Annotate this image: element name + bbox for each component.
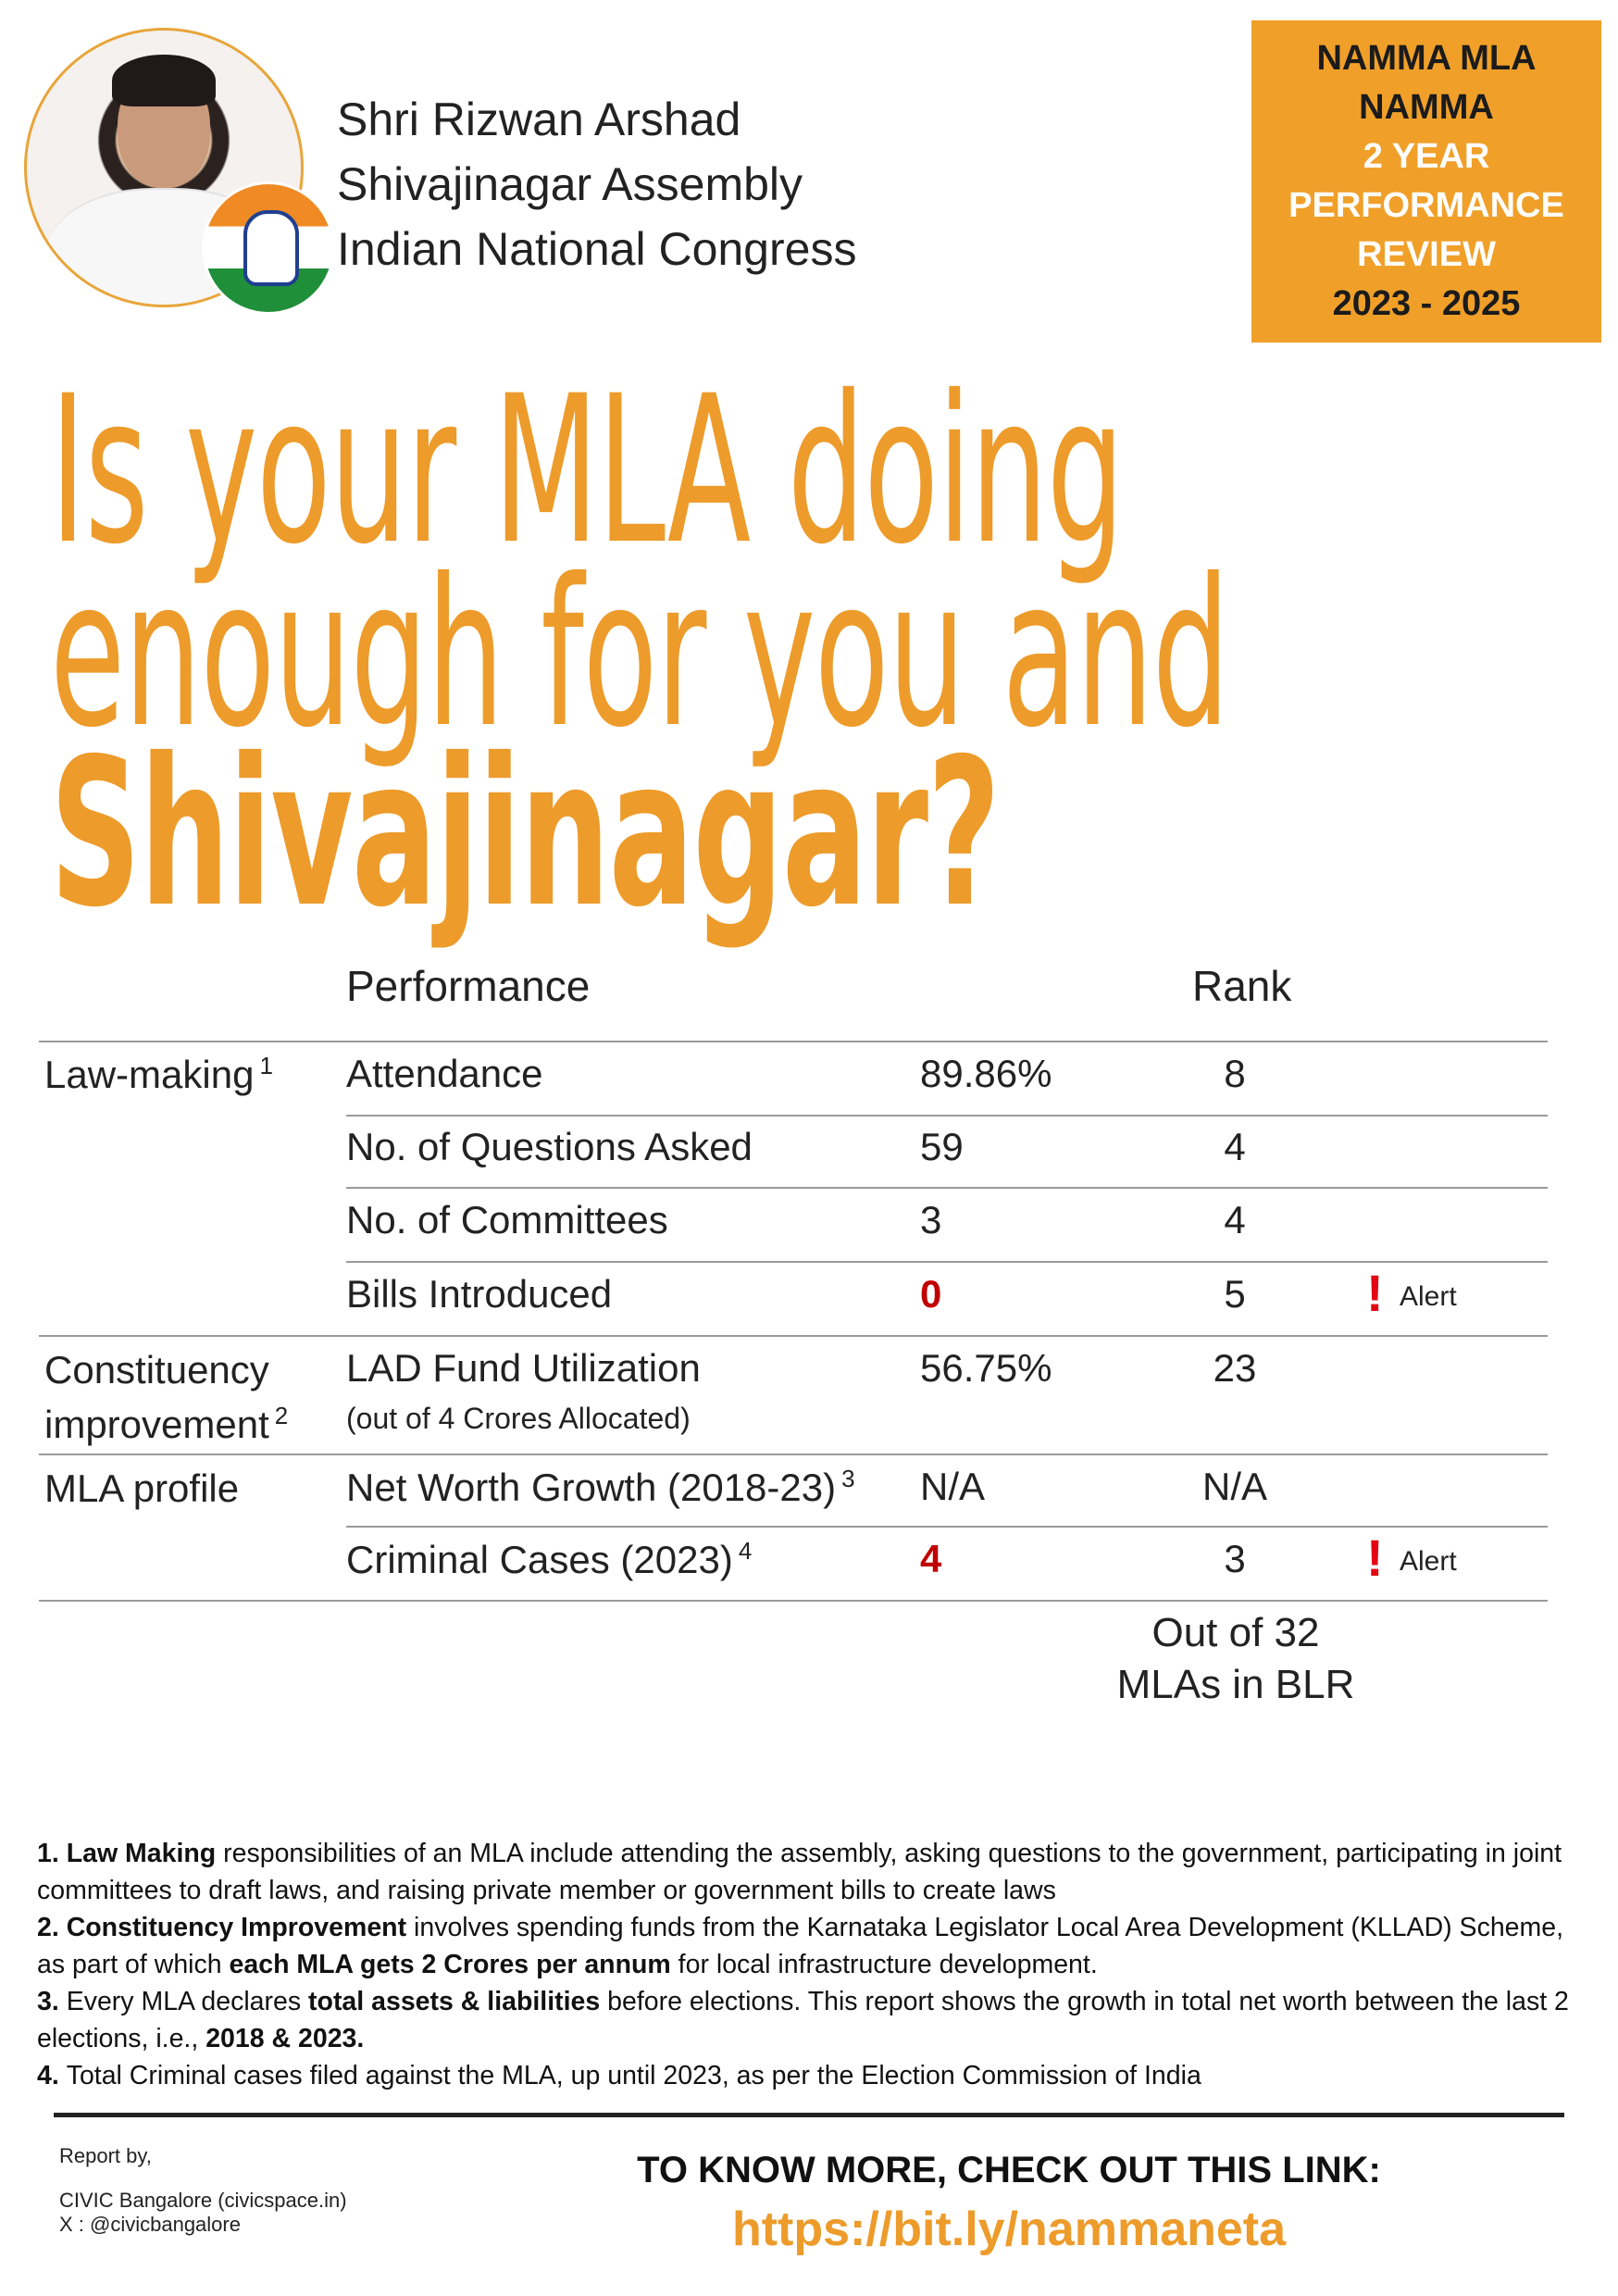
badge-line-5: REVIEW	[1357, 235, 1496, 274]
mla-constituency: Shivajinagar Assembly	[337, 158, 803, 210]
group-constituency-line-2: improvement $^2$	[44, 1402, 289, 1446]
value-questions: 59	[920, 1125, 964, 1168]
rank-attendance: 8	[1224, 1052, 1246, 1095]
rank-net-worth: N/A	[1201, 1465, 1267, 1508]
report-by: Report by,	[59, 2144, 152, 2167]
photo-hair	[112, 55, 216, 106]
badge-line-3: 2 YEAR	[1363, 137, 1490, 176]
footnotes	[37, 1835, 1592, 2094]
metric-criminal-cases: Criminal Cases (2023) $^4$	[346, 1537, 753, 1581]
divider	[39, 1600, 1548, 1602]
metric-lad-fund: LAD Fund Utilization	[346, 1346, 701, 1390]
footnote-3: 3. Every MLA declares total assets & liabilities before elections. This report shows the growth in total net worth between the last 2 elections, i.e., 2018 & 2023.	[37, 1987, 1569, 2053]
metric-net-worth: Net Worth Growth (2018-23) $^3$	[346, 1465, 855, 1509]
alert-icon: !	[1366, 1264, 1384, 1322]
headline-line-3: Shivajinagar?	[50, 715, 1000, 952]
party-logo-icon	[202, 181, 335, 315]
header-rank: Rank	[1192, 962, 1292, 1010]
alert-label: Alert	[1400, 1546, 1457, 1577]
metric-questions: No. of Questions Asked	[346, 1125, 753, 1168]
group-constituency-line-1: Constituency	[44, 1348, 269, 1391]
value-committees: 3	[920, 1198, 942, 1242]
divider	[39, 1335, 1548, 1337]
metric-committees: No. of Committees	[346, 1198, 668, 1242]
metric-lad-fund-sub: (out of 4 Crores Allocated)	[346, 1402, 691, 1435]
cta-text: TO KNOW MORE, CHECK OUT THIS LINK:	[637, 2150, 1381, 2190]
value-attendance: 89.86%	[920, 1052, 1052, 1095]
alert-icon: !	[1366, 1529, 1384, 1587]
mla-party: Indian National Congress	[337, 223, 857, 275]
mla-name: Shri Rizwan Arshad	[337, 94, 741, 145]
value-net-worth: N/A	[920, 1465, 986, 1508]
rank-bills: 5	[1224, 1272, 1246, 1316]
metric-attendance: Attendance	[346, 1052, 543, 1095]
rank-committees: 4	[1224, 1198, 1246, 1242]
rank-criminal-cases: 3	[1224, 1537, 1246, 1580]
header-performance: Performance	[346, 962, 591, 1010]
footnote-ref-3: 3	[841, 1465, 855, 1492]
metric-bills: Bills Introduced	[346, 1272, 613, 1316]
report-org: CIVIC Bangalore (civicspace.in)	[59, 2189, 347, 2212]
group-law-making: Law-making $^1$	[44, 1052, 273, 1096]
value-bills: 0	[920, 1272, 942, 1316]
footer-divider	[54, 2113, 1564, 2117]
value-lad-fund: 56.75%	[920, 1346, 1052, 1390]
rank-questions: 4	[1224, 1125, 1246, 1168]
rank-basis: Out of 32 MLAs in BLR	[1116, 1610, 1355, 1707]
hand-symbol-icon	[243, 210, 299, 286]
footnote-ref-4: 4	[738, 1537, 753, 1565]
headline-line-2: enough for you and	[50, 535, 1229, 772]
alert-label: Alert	[1400, 1281, 1457, 1312]
footnote-ref-1: 1	[259, 1052, 273, 1079]
rank-lad-fund: 23	[1213, 1346, 1257, 1390]
badge-line-4: PERFORMANCE	[1288, 186, 1564, 225]
footnote-1: 1. Law Making responsibilities of an MLA include attending the assembly, asking questions to the government, participating in joint committees to draft laws, and raising private member or government bills to create laws	[37, 1839, 1562, 1905]
cta-link[interactable]: https://bit.ly/nammaneta	[731, 2202, 1287, 2256]
divider	[39, 1454, 1548, 1455]
badge-line-6: 2023 - 2025	[1332, 284, 1521, 323]
group-mla-profile: MLA profile	[44, 1466, 240, 1510]
value-criminal-cases: 4	[920, 1537, 942, 1580]
footnote-2: 2. Constituency Improvement involves spending funds from the Karnataka Legislator Local Area Development (KLLAD) Scheme, as part of which each MLA gets 2 Crores per annum for local infrastructure development.	[37, 1913, 1564, 1979]
footnote-4: 4. Total Criminal cases filed against the MLA, up until 2023, as per the Election Commission of India	[37, 2061, 1201, 2090]
footnote-ref-2: 2	[274, 1402, 289, 1429]
review-badge	[1251, 20, 1601, 343]
report-twitter: X : @civicbangalore	[59, 2213, 241, 2236]
divider	[346, 1187, 1548, 1189]
badge-line-2: NAMMA	[1359, 88, 1494, 127]
headline-line-1: Is your MLA doing	[50, 352, 1124, 589]
divider	[346, 1115, 1548, 1117]
divider	[39, 1041, 1548, 1042]
badge-line-1: NAMMA MLA	[1316, 39, 1537, 78]
